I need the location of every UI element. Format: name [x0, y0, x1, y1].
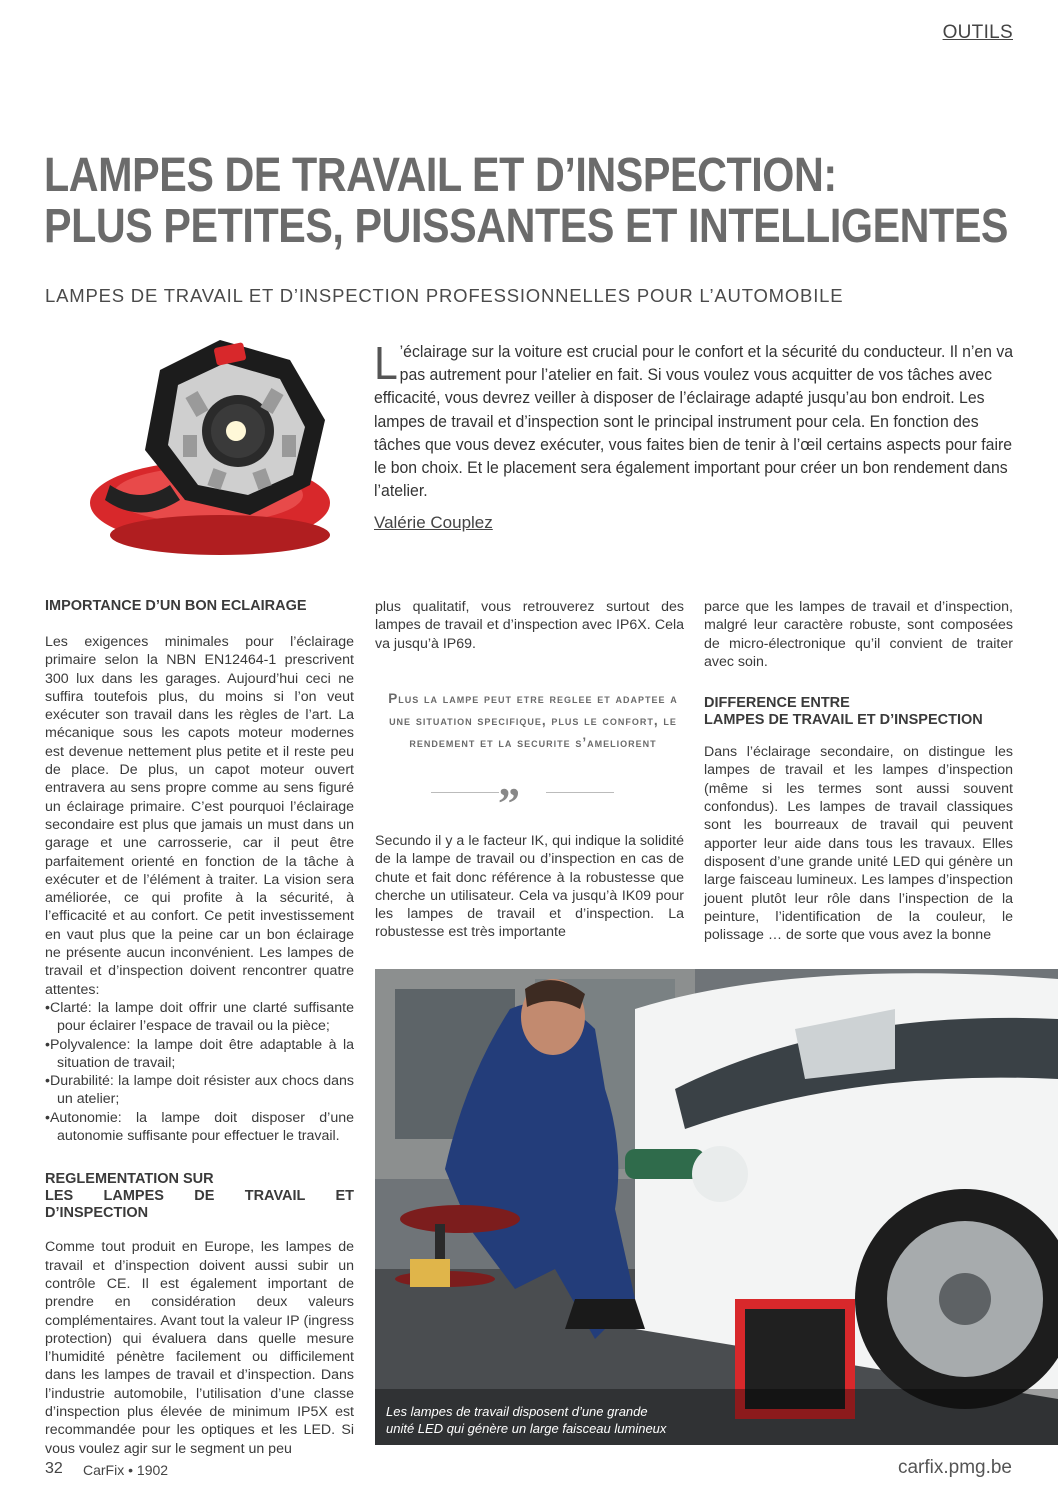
heading-difference-line-1: DIFFERENCE ENTRE [704, 695, 850, 712]
expectations-list [45, 999, 354, 1145]
quote-mark-icon: ” [498, 779, 520, 828]
article-subtitle: LAMPES DE TRAVAIL ET D’INSPECTION PROFESSIONNELLES POUR L’AUTOMOBILE [45, 285, 844, 306]
pull-quote: Plus la lampe peut etre reglee et adaptee a une situation specifique, plus le confort, le rendement et la securite s’ameliorent [388, 691, 678, 750]
magazine-issue: CarFix • 1902 [83, 1462, 169, 1478]
caption-line-1: Les lampes de travail disposent d’une grande [386, 1404, 648, 1419]
column-3 [704, 598, 1013, 944]
photo-caption [386, 1403, 666, 1437]
page-number: 32 [45, 1460, 63, 1477]
list-item: •Clarté: la lampe doit offrir une clarté suffisante pour éclairer l’espace de travail ou la pièce; [45, 999, 354, 1035]
col1-paragraph-1: Les exigences minimales pour l’éclairage primaire selon la NBN EN12464-1 prescrivent 300 lux dans les garages. Aujourd’hui ceci ne suffira toutefois plus, du moins si l’on veut exécuter son travail dans les règles de l’art. La mécanique sous les capots moteur modernes est devenue nettement plus petite et il reste peu de place. De plus, un capot moteur ouvert entravera au sens propre comme au sens figuré un éclairage primaire. C’est pourquoi l’éclairage secondaire est plus que jamais un must dans un garage et une carrosserie, car il peut être parfaitement orienté en fonction de la tâche à exécuter et de l’élément à traiter. La vision sera améliorée, ce qui profite à la sécurité, à l’efficacité et au confort. Ce petit investissement en vaut plus que la peine car un bon éclairage ne présente aucun inconvénient. Les lampes de travail et d’inspection doivent rencontrer quatre attentes: [45, 634, 354, 998]
col3-paragraph-2: Dans l’éclairage secondaire, on distingue les lampes de travail et les lampes d’inspection (même si les termes sont aussi souvent confondus). Les lampes de travail classiques sont les bourreaux de travail qui peuvent apporter leur aide dans tous les travaux. Elles disposent d’une grande unité LED qui génère un large faisceau lumineux. Les lampes d’inspection jouent plutôt leur rôle dans l’inspection de la peinture, l’identification de la couleur, le polissage … de sorte que vous avez la bonne [704, 744, 1013, 944]
article-title [44, 149, 1009, 253]
col3-paragraph-1: parce que les lampes de travail et d’inspection, malgré leur caractère robuste, sont composées de micro-électronique qu’il convient de traiter avec soin. [704, 599, 1013, 670]
title-line-1: LAMPES DE TRAVAIL ET D’INSPECTION: [44, 149, 837, 202]
website-link[interactable]: carfix.pmg.be [897, 1457, 1012, 1478]
caption-line-2: unité LED qui génère un large faisceau lumineux [386, 1421, 667, 1436]
column-2 [375, 598, 684, 653]
intro-dropcap: L [374, 337, 398, 389]
title-line-2: PLUS PETITES, PUISSANTES ET INTELLIGENTES [44, 200, 1009, 253]
heading-reglementation-line-2: LES LAMPES DE TRAVAIL ET D’INSPECTION [45, 1188, 354, 1222]
quote-divider-left [431, 792, 499, 793]
list-item: •Polyvalence: la lampe doit être adaptable à la situation de travail; [45, 1036, 354, 1071]
list-item: •Durabilité: la lampe doit résister aux chocs dans un atelier; [45, 1073, 354, 1108]
section-tag: OUTILS [942, 22, 1013, 43]
col2-paragraph-1: plus qualitatif, vous retrouverez surtout des lampes de travail et d’inspection avec IP6X. Cela va jusqu’à IP69. [375, 599, 684, 652]
heading-importance: IMPORTANCE D’UN BON ECLAIRAGE [45, 598, 307, 614]
heading-reglementation-line-1: REGLEMENTATION SUR [45, 1171, 214, 1188]
list-item: •Autonomie: la lampe doit disposer d’une autonomie suffisante pour effectuer le travail. [45, 1109, 354, 1145]
heading-difference-line-2: LAMPES DE TRAVAIL ET D’INSPECTION [704, 712, 983, 729]
column-1 [45, 598, 354, 1458]
column-2-continued [375, 832, 684, 942]
article-intro [374, 337, 1014, 502]
heading-difference [704, 695, 1013, 729]
col2-paragraph-2: Secundo il y a le facteur IK, qui indique la solidité de la lampe de travail ou d’inspection en cas de chute et fait donc référence à la robustesse que cherche un utilisateur. Cela va jusqu’à IK09 pour les lampes de travail et d’inspection. La robustesse est très importante [375, 833, 684, 941]
author-byline[interactable]: Valérie Couplez [374, 513, 493, 532]
col1-paragraph-2: Comme tout produit en Europe, les lampes de travail et d’inspection doivent aussi subir un contrôle CE. Il est également important de prendre en considération deux valeurs complémentaires. Avant tout la valeur IP (ingress protection) qui évaluera dans quelle mesure l’humidité pénètre facilement ou difficilement dans les lampes de travail et d’inspection. Dans l’industrie automobile, l’utilisation d’une classe d’inspection plus élevée de minimum IP5X est recommandée pour les optiques et les LED. Si vous voulez agir sur le segment un peu [45, 1239, 354, 1457]
quote-divider-right [546, 792, 614, 793]
mechanic-photo [375, 969, 1058, 1445]
lamp-product-image [90, 335, 350, 565]
heading-reglementation [45, 1171, 354, 1222]
intro-text: ’éclairage sur la voiture est crucial pour le confort et la sécurité du conducteur. Il n’en va pas autrement pour l’atelier en fait. Si vous voulez vous acquitter de vos tâches avec efficacité, vous devrez veiller à disposer de l’éclairage adapté jusqu’au bon endroit. Les lampes de travail et d’inspection sont le principal instrument pour cela. En fonction des tâches que vous devez exécuter, vous faites bien de tenir à l’œil certains aspects pour faire le bon choix. Et le placement sera également important pour créer un bon rendement dans l’atelier. [374, 342, 1014, 501]
